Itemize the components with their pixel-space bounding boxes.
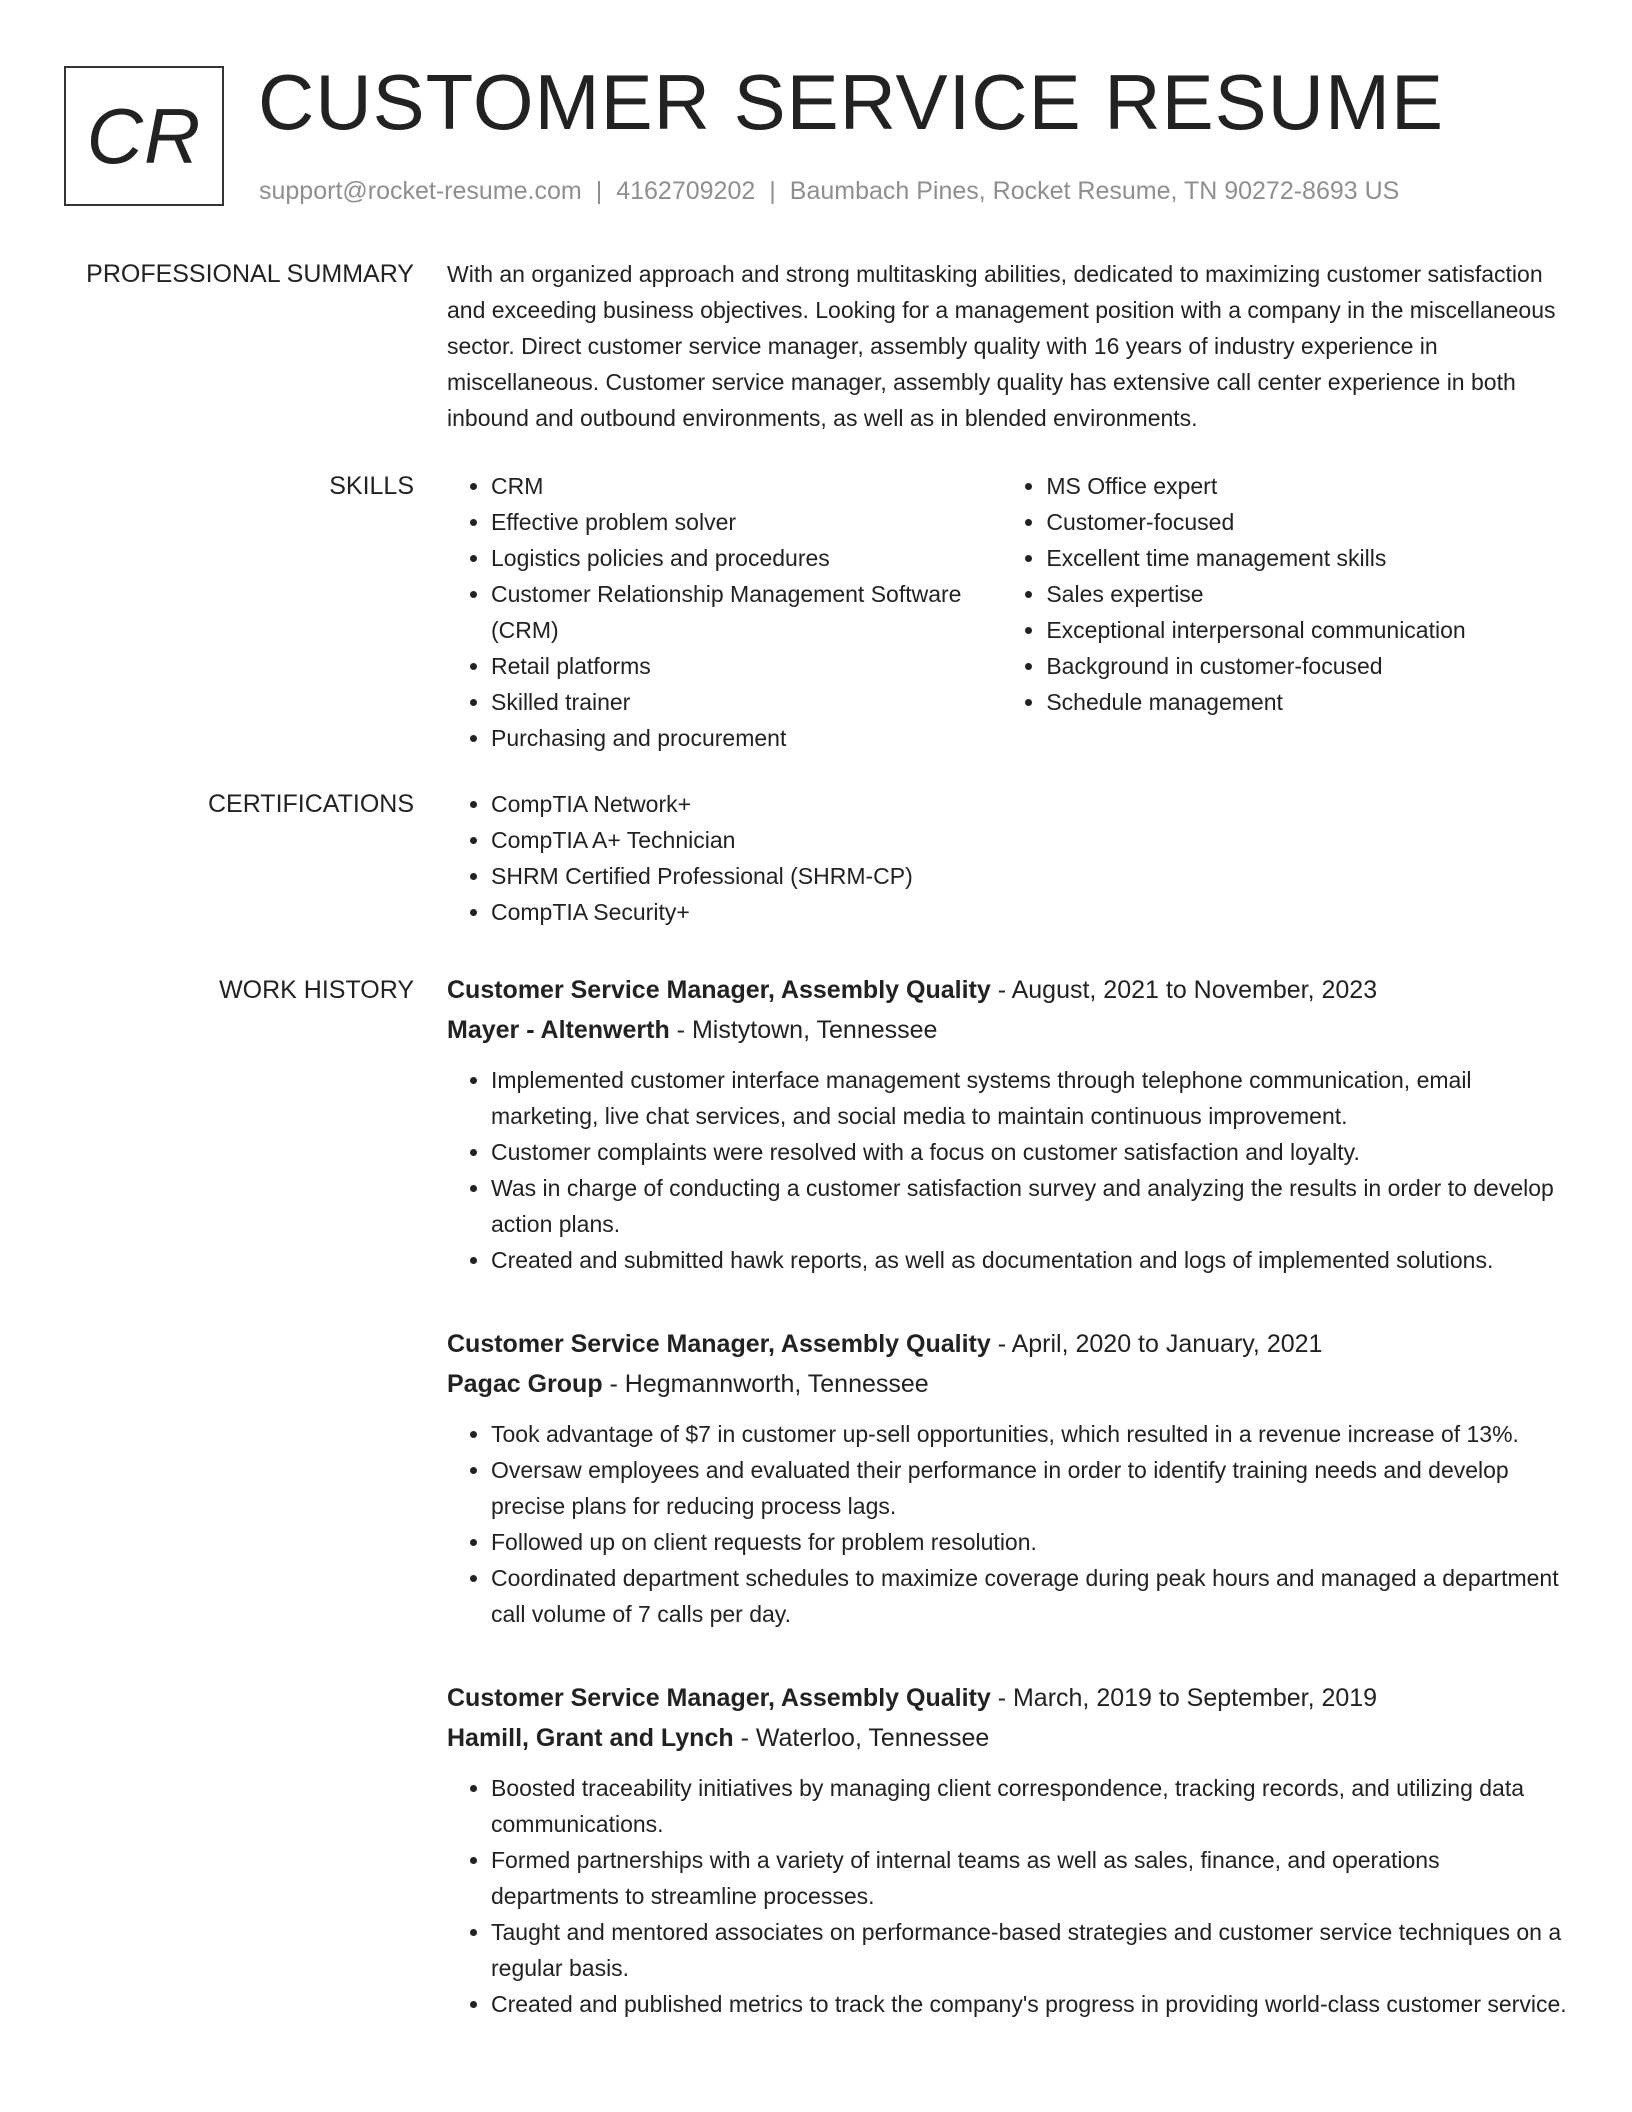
job-title-line [447, 1678, 1567, 1718]
certifications-list [447, 786, 1567, 930]
job-entry [447, 1324, 1567, 1632]
skill-item: • CRM [491, 468, 1002, 504]
job-location: - Mistytown, Tennessee [669, 1016, 938, 1044]
job-company: Pagac Group [447, 1370, 603, 1398]
job-title: Customer Service Manager, Assembly Quality [447, 1330, 991, 1358]
skill-item: • Sales expertise [1046, 576, 1567, 612]
contact-email: support@rocket-resume.com [259, 177, 582, 205]
skill-item: • Customer Relationship Management Software (CRM) [491, 576, 1002, 648]
skill-item: • Purchasing and procurement [491, 720, 1002, 756]
job-bullets [447, 1770, 1567, 2022]
skill-item: • Exceptional interpersonal communication [1046, 612, 1567, 648]
skill-item: • Schedule management [1046, 684, 1567, 720]
job-bullet: • Taught and mentored associates on performance-based strategies and customer service techniques on a regular basis. [491, 1914, 1567, 1986]
monogram-logo [64, 66, 224, 206]
job-bullet: • Implemented customer interface management systems through telephone communication, email marketing, live chat services, and social media to maintain continuous improvement. [491, 1062, 1567, 1134]
job-dates: - April, 2020 to January, 2021 [990, 1330, 1323, 1358]
monogram-text: CR [86, 92, 202, 180]
job-title-line [447, 970, 1567, 1010]
job-company: Mayer - Altenwerth [447, 1016, 670, 1044]
skill-item: • Skilled trainer [491, 684, 1002, 720]
job-company: Hamill, Grant and Lynch [447, 1724, 734, 1752]
job-bullet: • Oversaw employees and evaluated their performance in order to identify training needs and develop precise plans for reducing process lags. [491, 1452, 1567, 1524]
skill-item: • Retail platforms [491, 648, 1002, 684]
job-bullet: • Took advantage of $7 in customer up-sell opportunities, which resulted in a revenue increase of 13%. [491, 1416, 1567, 1452]
job-company-line [447, 1364, 1567, 1404]
summary-text: With an organized approach and strong multitasking abilities, dedicated to maximizing customer satisfaction and exceeding business objectives. Looking for a management position with a company in the miscellaneous sector. Direct customer service manager, assembly quality with 16 years of industry experience in miscellaneous. Customer service manager, assembly quality has extensive call center experience in both inbound and outbound environments, as well as in blended environments. [447, 261, 1556, 431]
skill-item: • Background in customer-focused [1046, 648, 1567, 684]
skill-item: • MS Office expert [1046, 468, 1567, 504]
job-entry [447, 1678, 1567, 2022]
job-bullet: • Followed up on client requests for problem resolution. [491, 1524, 1567, 1560]
certification-item: • CompTIA A+ Technician [491, 822, 1567, 858]
job-title: Customer Service Manager, Assembly Quality [447, 976, 991, 1004]
skill-item: • Customer-focused [1046, 504, 1567, 540]
job-title: Customer Service Manager, Assembly Quality [447, 1684, 991, 1712]
skills-label: SKILLS [329, 472, 414, 500]
skill-item: • Excellent time management skills [1046, 540, 1567, 576]
job-location: - Waterloo, Tennessee [733, 1724, 990, 1752]
job-bullet: • Created and published metrics to track the company's progress in providing world-class customer service. [491, 1986, 1567, 2022]
job-company-line [447, 1010, 1567, 1050]
resume-title: CUSTOMER SERVICE RESUME [258, 58, 1444, 146]
summary-label: PROFESSIONAL SUMMARY [86, 260, 414, 288]
contact-separator: | [595, 177, 603, 205]
skills-list-left [447, 468, 1002, 756]
contact-separator: | [769, 177, 776, 205]
job-bullets [447, 1416, 1567, 1632]
job-company-line [447, 1718, 1567, 1758]
skill-item: • Effective problem solver [491, 504, 1002, 540]
contact-address: Baumbach Pines, Rocket Resume, TN 90272-8693 US [789, 177, 1400, 205]
job-entry [447, 970, 1567, 1278]
contact-phone: 4162709202 [616, 177, 756, 205]
skill-item: • Logistics policies and procedures [491, 540, 1002, 576]
job-bullet: • Boosted traceability initiatives by managing client correspondence, tracking records, and utilizing data communications. [491, 1770, 1567, 1842]
job-dates: - March, 2019 to September, 2019 [990, 1684, 1378, 1712]
work-history-label: WORK HISTORY [219, 976, 414, 1004]
job-bullet: • Coordinated department schedules to maximize coverage during peak hours and managed a department call volume of 7 calls per day. [491, 1560, 1567, 1632]
contact-line [259, 174, 1399, 208]
job-bullet: • Formed partnerships with a variety of internal teams as well as sales, finance, and operations departments to streamline processes. [491, 1842, 1567, 1914]
certification-item: • SHRM Certified Professional (SHRM-CP) [491, 858, 1567, 894]
job-bullet: • Was in charge of conducting a customer satisfaction survey and analyzing the results in order to develop action plans. [491, 1170, 1567, 1242]
job-title-line [447, 1324, 1567, 1364]
job-location: - Hegmannworth, Tennessee [602, 1370, 929, 1398]
job-bullets [447, 1062, 1567, 1278]
certification-item: • CompTIA Network+ [491, 786, 1567, 822]
job-bullet: • Created and submitted hawk reports, as well as documentation and logs of implemented solutions. [491, 1242, 1567, 1278]
certifications-label: CERTIFICATIONS [207, 790, 414, 818]
skills-list-right [1002, 468, 1567, 756]
certification-item: • CompTIA Security+ [491, 894, 1567, 930]
job-bullet: • Customer complaints were resolved with a focus on customer satisfaction and loyalty. [491, 1134, 1567, 1170]
job-dates: - August, 2021 to November, 2023 [990, 976, 1378, 1004]
